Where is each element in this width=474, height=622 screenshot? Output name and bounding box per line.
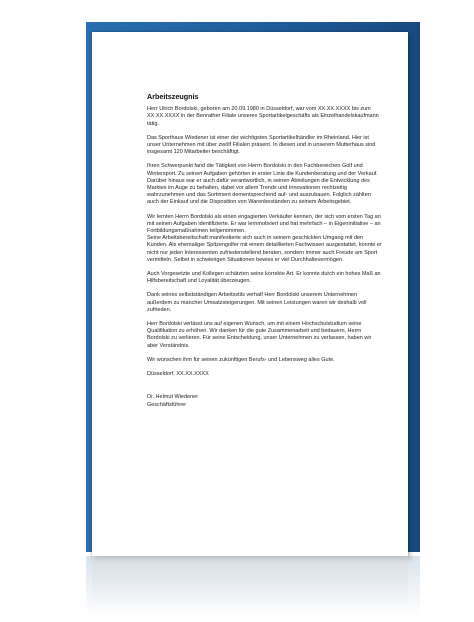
place-date: Düsseldorf, XX.XX.XXXX — [147, 371, 209, 378]
paragraph-duties: Ihren Schwerpunkt fand die Tätigkeit von Herrn Bordolski in den Fachbereichen Golf und Wintersport. Zu seinen Aufgaben gehörten in erster Linie die Kundenberatung und der Verkauf. Darüber hinaus war er auch dafür verantwortlich, in seinen Abteilungen die Entwicklung des Marktes im Auge zu behalten, dabei vor allem Trends und Innovationen rechtzeitig wahrzunehmen und das Sortiment dementsprechend auf- und auszubauen. Folglich zählten auch der Einkauf und die Disposition von Warenbeständen zu seinem Arbeitsgebiet. — [147, 163, 378, 206]
paragraph-engagement-a: Wir lernten Herrn Bordolski als einen engagierten Verkäufer kennen, der sich vom ersten Tag an mit seinen Aufgaben identifizierte. Er war lernmotiviert und hat mehrfach – in Eigeninitiative – an Fortbildungsmaßnahmen teilgenommen. — [147, 213, 381, 235]
paragraph-closing: Wir wünschen ihm für seinen zukünftigen Berufs- und Lebensweg alles Gute. — [147, 356, 335, 363]
paragraph-departure: Herr Bordolski verlässt uns auf eigenen Wunsch, um mit einem Hochschulstudium seine Qualifikation zu erhöhen. Wir danken für die gute Zusammenarbeit und bedauern, Herrn Bordolski zu verlieren. Für seine Entscheidung, unser Unternehmen zu verlassen, haben wir aber Verständnis. — [147, 321, 372, 349]
document-title: Arbeitszeugnis — [147, 92, 199, 101]
signer-name: Dr. Helmut Wiedener — [147, 394, 199, 401]
page-reflection — [92, 556, 408, 606]
paragraph-engagement — [147, 214, 383, 264]
paragraph-conduct: Auch Vorgesetzte und Kollegen schätzten seine korrekte Art. Er konnte durch ein hohes Maß an Hilfsbereitschaft und Loyalität überzeugen. — [147, 271, 381, 285]
paragraph-performance: Dank seines selbstständigen Arbeitsstils verhalf Herr Bordolski unserem Unternehmen außerdem zu mancher Umsatzsteigerungen. Mit seinen Leistungen waren wir deshalb voll zufrieden. — [147, 292, 367, 313]
paragraph-company: Das Sporthaus Wiedener ist einer der wichtigsten Sportartikelhändler im Rheinland. Hier ist unser Unternehmen mit über zwölf Filialen präsent. In diesen und in unserem Mutterhaus sind insgesamt 120 Mitarbeiter beschäftigt. — [147, 134, 376, 156]
paragraph-employment: Herr Ulrich Bordolski, geboren am 20.09.1980 in Düsseldorf, war vom XX.XX.XXXX bis zum XX.XX.XXXX in der Benrather Filiale unseres Sportartikelgeschäfts als Einzelhandelskaufmann tätig. — [147, 106, 379, 127]
signer-role: Geschäftsführer — [147, 401, 187, 408]
paragraph-engagement-b: Seine Arbeitsbereitschaft manifestierte sich auch in seinem geschickten Umgang mit den Kunden. Als ehemaliger Spitzengolfer mit einem detaillierten Fachwissen ausgestattet, konnte er nicht nur jeden Interessenten zufriedenstellend beraten, sondern immer auch Freude am Sport vermitteln. Selbst in schwierigen Situationen bewies er viel Durchhaltevermögen. — [147, 235, 382, 263]
document-content — [147, 93, 383, 409]
